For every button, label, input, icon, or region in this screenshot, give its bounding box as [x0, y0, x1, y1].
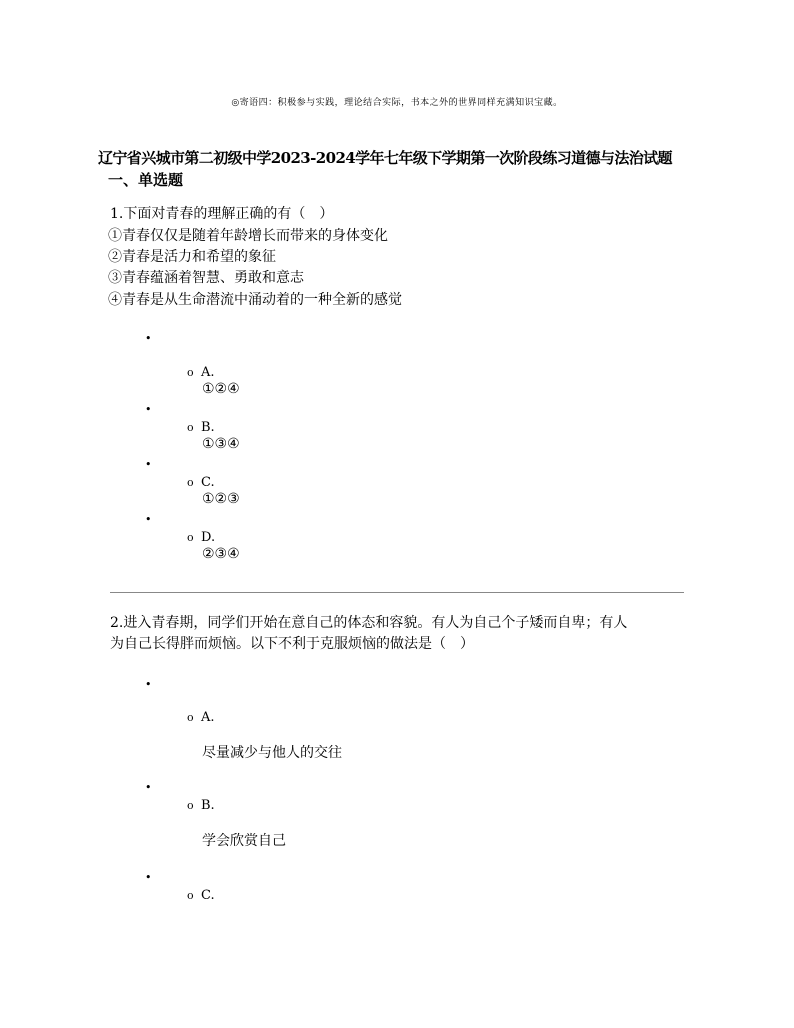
question-1-statement-1: ①青春仅仅是随着年龄增长而带来的身体变化 [108, 228, 388, 244]
bullet-icon: • [145, 678, 152, 691]
circle-bullet-icon: o [187, 476, 194, 489]
bullet-icon: • [145, 332, 152, 345]
q1-option-d[interactable] [187, 529, 215, 547]
q1-option-a-text: ①②④ [202, 381, 240, 397]
bullet-icon: • [145, 403, 152, 416]
q2-option-c-label: C. [201, 888, 215, 903]
circle-bullet-icon: o [187, 531, 194, 544]
bullet-icon: • [145, 513, 152, 526]
q1-option-b[interactable] [187, 419, 215, 437]
circle-bullet-icon: o [187, 421, 194, 434]
circle-bullet-icon: o [187, 711, 194, 724]
q2-option-a[interactable] [187, 709, 215, 727]
bullet-icon: • [145, 871, 152, 884]
question-1-stem: 1.下面对青春的理解正确的有（ ） [110, 206, 334, 222]
q2-option-b-text: 学会欣赏自己 [202, 833, 286, 849]
q1-option-b-text: ①③④ [202, 436, 240, 452]
q1-option-a-label: A. [201, 365, 215, 380]
circle-bullet-icon: o [187, 889, 194, 902]
q1-option-c-label: C. [201, 475, 215, 490]
q1-option-b-label: B. [201, 420, 215, 435]
question-divider [110, 592, 684, 593]
question-1-statement-4: ④青春是从生命潜流中涌动着的一种全新的感觉 [108, 292, 402, 308]
question-1-statement-2: ②青春是活力和希望的象征 [108, 249, 276, 265]
q1-option-d-text: ②③④ [202, 546, 240, 562]
circle-bullet-icon: o [187, 366, 194, 379]
bullet-icon: • [145, 781, 152, 794]
q2-option-b[interactable] [187, 797, 215, 815]
header-motto: ◎寄语四：积极参与实践，理论结合实际，书本之外的世界同样充满知识宝藏。 [231, 98, 563, 108]
section-heading: 一、单选题 [108, 171, 184, 189]
bullet-icon: • [145, 458, 152, 471]
question-2-stem-line-2: 为自己长得胖而烦恼。以下不利于克服烦恼的做法是（ ） [110, 636, 474, 652]
q1-option-c-text: ①②③ [202, 491, 240, 507]
circle-bullet-icon: o [187, 799, 194, 812]
document-title: 辽宁省兴城市第二初级中学2023-2024学年七年级下学期第一次阶段练习道德与法治试题 [98, 149, 672, 167]
q2-option-a-label: A. [201, 710, 215, 725]
q1-option-a[interactable] [187, 364, 215, 382]
q2-option-c[interactable] [187, 887, 215, 905]
q2-option-b-label: B. [201, 798, 215, 813]
q1-option-d-label: D. [201, 530, 216, 545]
q1-option-c[interactable] [187, 474, 215, 492]
q2-option-a-text: 尽量减少与他人的交往 [202, 745, 342, 761]
question-1-statement-3: ③青春蕴涵着智慧、勇敢和意志 [108, 270, 304, 286]
question-2-stem-line-1: 2.进入青春期，同学们开始在意自己的体态和容貌。有人为自己个子矮而自卑；有人 [110, 615, 628, 631]
